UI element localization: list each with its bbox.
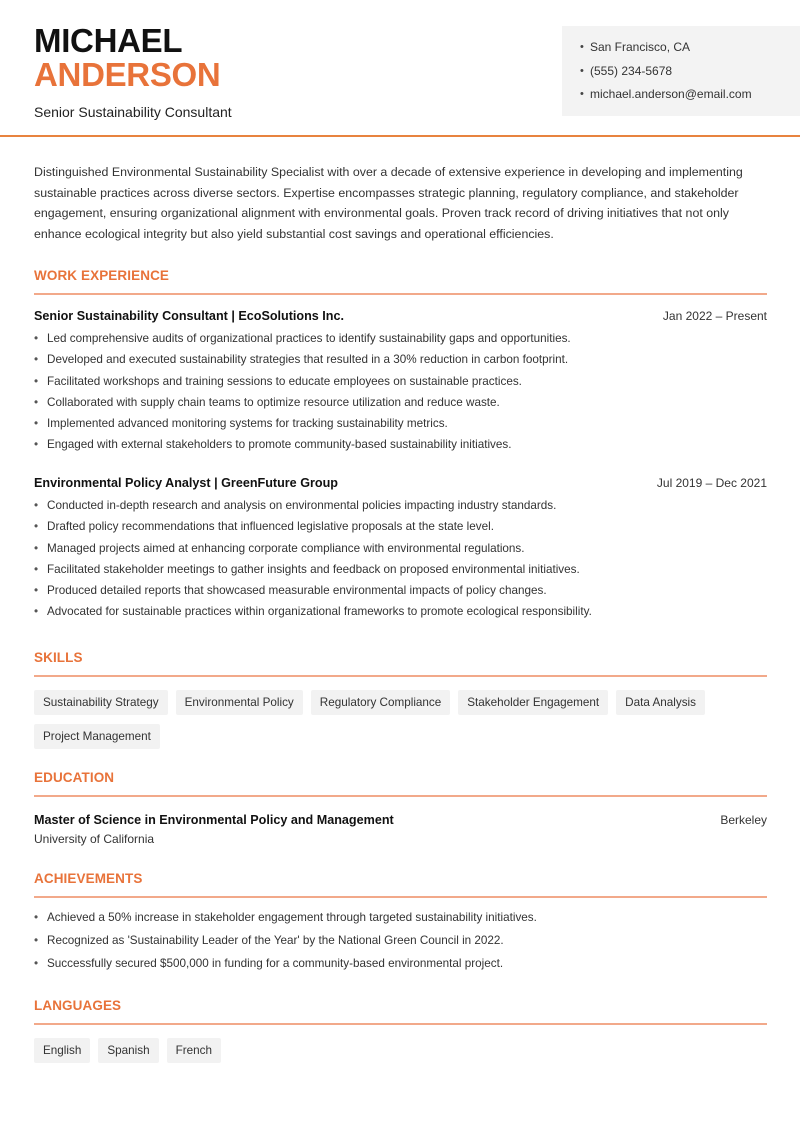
section-divider [34, 896, 767, 898]
section-title-achievements: ACHIEVEMENTS [34, 871, 143, 886]
education-section [34, 770, 767, 846]
bullet-icon: • [34, 605, 39, 619]
job-role: Environmental Policy Analyst | GreenFuture Group [34, 476, 338, 490]
skill-chip: Sustainability Strategy [34, 690, 168, 715]
list-item [34, 956, 767, 979]
contact-email [580, 86, 800, 110]
list-item [34, 933, 767, 956]
languages-section [34, 998, 767, 1063]
skill-chip: Regulatory Compliance [311, 690, 450, 715]
job-entry [34, 309, 767, 459]
last-name: ANDERSON [34, 56, 221, 93]
location-text: San Francisco, CA [590, 40, 691, 54]
bullet-text: Drafted policy recommendations that influenced legislative proposals at the state level. [47, 520, 494, 534]
job-header [34, 309, 767, 323]
section-divider [34, 293, 767, 295]
bullet-icon: • [580, 88, 584, 100]
job-title: Senior Sustainability Consultant [34, 104, 232, 120]
email-text[interactable]: michael.anderson@email.com [590, 87, 752, 101]
job-role: Senior Sustainability Consultant | EcoSolutions Inc. [34, 309, 345, 323]
bullet-text: Led comprehensive audits of organizational practices to identify sustainability gaps and opportunities. [47, 332, 571, 345]
list-item [34, 541, 767, 562]
contact-location [580, 39, 800, 63]
language-chip: Spanish [98, 1038, 158, 1063]
bullet-text: Managed projects aimed at enhancing corporate compliance with environmental regulations. [47, 541, 525, 555]
section-divider [34, 795, 767, 797]
education-degree: Master of Science in Environmental Policy and Management [34, 813, 394, 827]
bullet-text: Facilitated workshops and training sessions to educate employees on sustainable practices. [47, 374, 522, 388]
section-title-skills: SKILLS [34, 650, 83, 665]
achievements-section [34, 871, 767, 979]
language-chips [34, 1038, 767, 1063]
skill-chip: Stakeholder Engagement [458, 690, 608, 715]
skill-chip: Environmental Policy [176, 690, 303, 715]
list-item [34, 374, 767, 395]
list-item [34, 352, 767, 373]
education-school: University of California [34, 832, 155, 846]
education-location: Berkeley [720, 813, 767, 827]
bullet-icon: • [580, 64, 584, 77]
skills-chips [34, 690, 767, 749]
education-header [34, 813, 767, 827]
bullet-icon: • [34, 957, 39, 970]
job-dates: Jul 2019 – Dec 2021 [656, 476, 767, 490]
section-title-education: EDUCATION [34, 770, 115, 785]
bullet-icon: • [34, 332, 39, 345]
bullet-text: Developed and executed sustainability strategies that resulted in a 30% reduction in carbon footprint. [47, 353, 569, 367]
contact-box [562, 26, 800, 116]
job-bullets [34, 498, 767, 626]
bullet-text: Engaged with external stakeholders to promote community-based sustainability initiatives. [47, 438, 512, 452]
bullet-icon: • [34, 395, 39, 409]
list-item [34, 416, 767, 437]
bullet-icon: • [580, 41, 584, 53]
skill-chip: Data Analysis [616, 690, 705, 715]
list-item [34, 498, 767, 519]
job-header [34, 476, 767, 490]
skills-section [34, 650, 767, 749]
bullet-text: Produced detailed reports that showcased measurable environmental impacts of policy changes. [47, 584, 547, 598]
list-item [34, 519, 767, 540]
phone-text: (555) 234-5678 [590, 63, 673, 78]
first-name: MICHAEL [34, 22, 183, 59]
bullet-icon: • [34, 417, 39, 431]
bullet-text: Recognized as 'Sustainability Leader of the Year' by the National Green Council in 2022. [47, 934, 504, 947]
list-item [34, 583, 767, 604]
list-item [34, 910, 767, 933]
list-item [34, 562, 767, 583]
resume-header [0, 0, 800, 137]
achievements-list [34, 910, 767, 979]
bullet-icon: • [34, 584, 39, 598]
job-dates: Jan 2022 – Present [662, 309, 767, 323]
list-item [34, 604, 767, 625]
bullet-text: Achieved a 50% increase in stakeholder engagement through targeted sustainability initiatives. [47, 911, 537, 924]
bullet-icon: • [34, 911, 39, 924]
job-entry [34, 476, 767, 626]
work-experience-section [34, 268, 767, 459]
bullet-icon: • [34, 562, 39, 576]
bullet-icon: • [34, 438, 39, 452]
skill-chip: Project Management [34, 724, 160, 749]
bullet-icon: • [34, 541, 39, 555]
bullet-text: Successfully secured $500,000 in funding for a community-based environmental project. [47, 957, 504, 970]
bullet-text: Facilitated stakeholder meetings to gather insights and feedback on proposed environmental initiatives. [47, 562, 580, 576]
job-bullets [34, 331, 767, 459]
bullet-text: Collaborated with supply chain teams to optimize resource utilization and reduce waste. [47, 395, 500, 409]
bullet-icon: • [34, 499, 39, 512]
bullet-icon: • [34, 353, 39, 367]
section-title-work-experience: WORK EXPERIENCE [34, 268, 170, 283]
bullet-text: Advocated for sustainable practices within organizational frameworks to promote ecological responsibility. [47, 605, 592, 619]
bullet-text: Implemented advanced monitoring systems for tracking sustainability metrics. [47, 417, 448, 431]
section-title-languages: LANGUAGES [34, 998, 122, 1013]
list-item [34, 395, 767, 416]
language-chip: French [167, 1038, 221, 1063]
language-chip: English [34, 1038, 90, 1063]
list-item [34, 331, 767, 352]
bullet-icon: • [34, 520, 39, 534]
bullet-text: Conducted in-depth research and analysis on environmental policies impacting industry standards. [47, 499, 557, 512]
summary-paragraph: Distinguished Environmental Sustainability Specialist with over a decade of extensive experience in developing and implementing sustainable practices across diverse sectors. Expertise encompasses strategic planning, regulatory compliance, and stakeholder engagement, ensuring organizational alignment with environmental goals. Proven track record of driving initiatives that not only enhance ecological integrity but also yield substantial cost savings and operational efficiencies. [34, 165, 743, 242]
name-block [34, 24, 232, 120]
section-divider [34, 1023, 767, 1025]
bullet-icon: • [34, 374, 39, 388]
bullet-icon: • [34, 934, 39, 947]
section-divider [34, 675, 767, 677]
contact-phone [580, 63, 800, 87]
resume-body [34, 162, 767, 245]
list-item [34, 437, 767, 458]
